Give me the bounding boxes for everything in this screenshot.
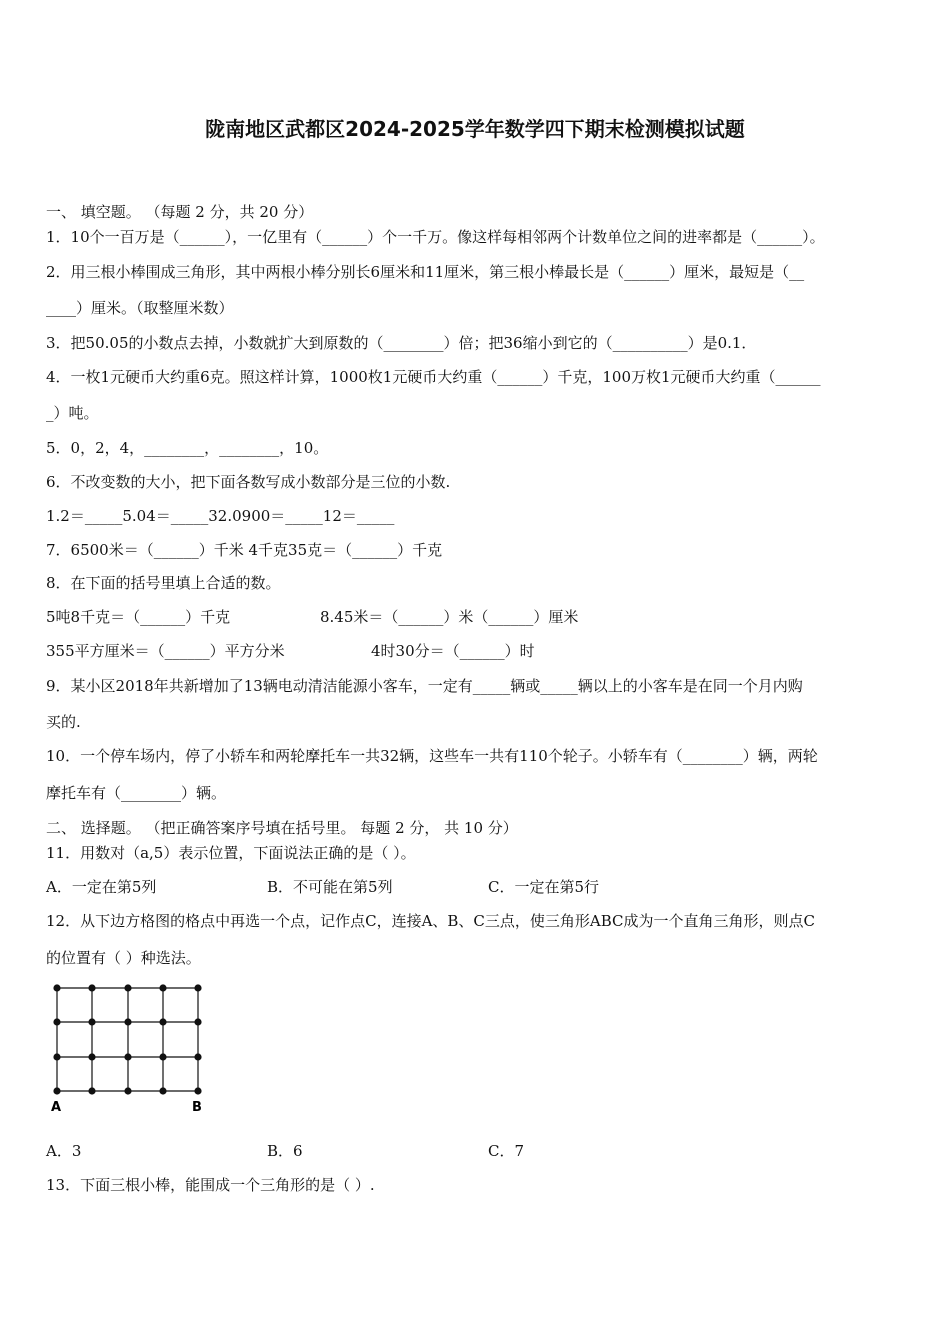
question-13: 13．下面三根小棒，能围成一个三角形的是（ ）.	[46, 1176, 375, 1194]
question-8-item-2: 8.45米＝（______）米（______）厘米	[320, 608, 579, 626]
question-12-continued: 的位置有（ ）种选法。	[46, 949, 201, 967]
question-8-item-3: 355平方厘米＝（______）平方分米	[46, 642, 285, 660]
question-12: 12．从下边方格图的格点中再选一个点，记作点C，连接A、B、C三点，使三角形ABC成为一个直角三角形，则点C	[46, 912, 815, 930]
question-11-option-b: B．不可能在第5列	[267, 878, 393, 896]
question-10: 10．一个停车场内，停了小轿车和两轮摩托车一共32辆，这些车一共有110个轮子。小轿车有（________）辆，两轮	[46, 747, 818, 765]
grid-point	[124, 1053, 131, 1060]
grid-point	[159, 1053, 166, 1060]
question-3: 3．把50.05的小数点去掉，小数就扩大到原数的（________）倍；把36缩小到它的（__________）是0.1．	[46, 334, 757, 352]
question-12-option-a: A．3	[46, 1142, 82, 1160]
question-11-option-a: A．一定在第5列	[46, 878, 157, 896]
question-6: 6．不改变数的大小，把下面各数写成小数部分是三位的小数.	[46, 473, 451, 491]
question-6-items: 1.2＝_____5.04＝_____32.0900＝_____12＝_____	[46, 507, 395, 525]
grid-point	[194, 984, 201, 991]
grid-point	[124, 1087, 131, 1094]
grid-point	[88, 1053, 95, 1060]
grid-lines	[57, 988, 198, 1091]
grid-point	[53, 1053, 60, 1060]
grid-point	[159, 984, 166, 991]
question-2: 2．用三根小棒围成三角形，其中两根小棒分别长6厘米和11厘米，第三根小棒最长是（______）厘米，最短是（__	[46, 263, 805, 281]
question-9: 9．某小区2018年共新增加了13辆电动清洁能源小客车，一定有_____辆或_____辆以上的小客车是在同一个月内购	[46, 677, 803, 695]
grid-point	[88, 984, 95, 991]
question-8-item-1: 5吨8千克＝（______）千克	[46, 608, 231, 626]
grid-point	[159, 1087, 166, 1094]
question-12-option-b: B．6	[267, 1142, 303, 1160]
question-1: 1．10个一百万是（______），一亿里有（______）个一千万。像这样每相邻两个计数单位之间的进率都是（______）。	[46, 228, 825, 246]
question-8-item-4: 4时30分＝（______）时	[371, 642, 535, 660]
dot-grid-figure	[46, 980, 216, 1115]
label-a: A	[51, 1100, 62, 1115]
question-12-option-c: C．7	[488, 1142, 525, 1160]
page-title: 陇南地区武都区2024-2025学年数学四下期末检测模拟试题	[205, 117, 745, 141]
grid-point	[88, 1018, 95, 1025]
point-a	[53, 1087, 60, 1094]
grid-point	[124, 1018, 131, 1025]
question-11: 11．用数对（a,5）表示位置，下面说法正确的是（ ）。	[46, 844, 416, 862]
point-b	[194, 1087, 201, 1094]
grid-point	[194, 1053, 201, 1060]
grid-point	[194, 1018, 201, 1025]
grid-point	[53, 1018, 60, 1025]
question-4-continued: _）吨。	[46, 404, 99, 422]
question-2-continued: ____）厘米。（取整厘米数）	[46, 299, 234, 317]
label-b: B	[192, 1100, 202, 1115]
grid-point	[88, 1087, 95, 1094]
grid-point	[159, 1018, 166, 1025]
grid-point	[53, 984, 60, 991]
section-1-heading: 一、 填空题。 （每题 2 分，共 20 分）	[46, 203, 314, 221]
question-9-continued: 买的.	[46, 713, 81, 731]
question-4: 4．一枚1元硬币大约重6克。照这样计算，1000枚1元硬币大约重（______）千克，100万枚1元硬币大约重（______	[46, 368, 821, 386]
question-5: 5．0，2，4，________，________，10。	[46, 439, 329, 457]
question-11-option-c: C．一定在第5行	[488, 878, 600, 896]
question-8: 8．在下面的括号里填上合适的数。	[46, 574, 281, 592]
question-10-continued: 摩托车有（________）辆。	[46, 784, 227, 802]
section-2-heading: 二、 选择题。 （把正确答案序号填在括号里。 每题 2 分， 共 10 分）	[46, 819, 518, 837]
question-7: 7．6500米＝（______）千米 4千克35克＝（______）千克	[46, 541, 443, 559]
grid-point	[124, 984, 131, 991]
